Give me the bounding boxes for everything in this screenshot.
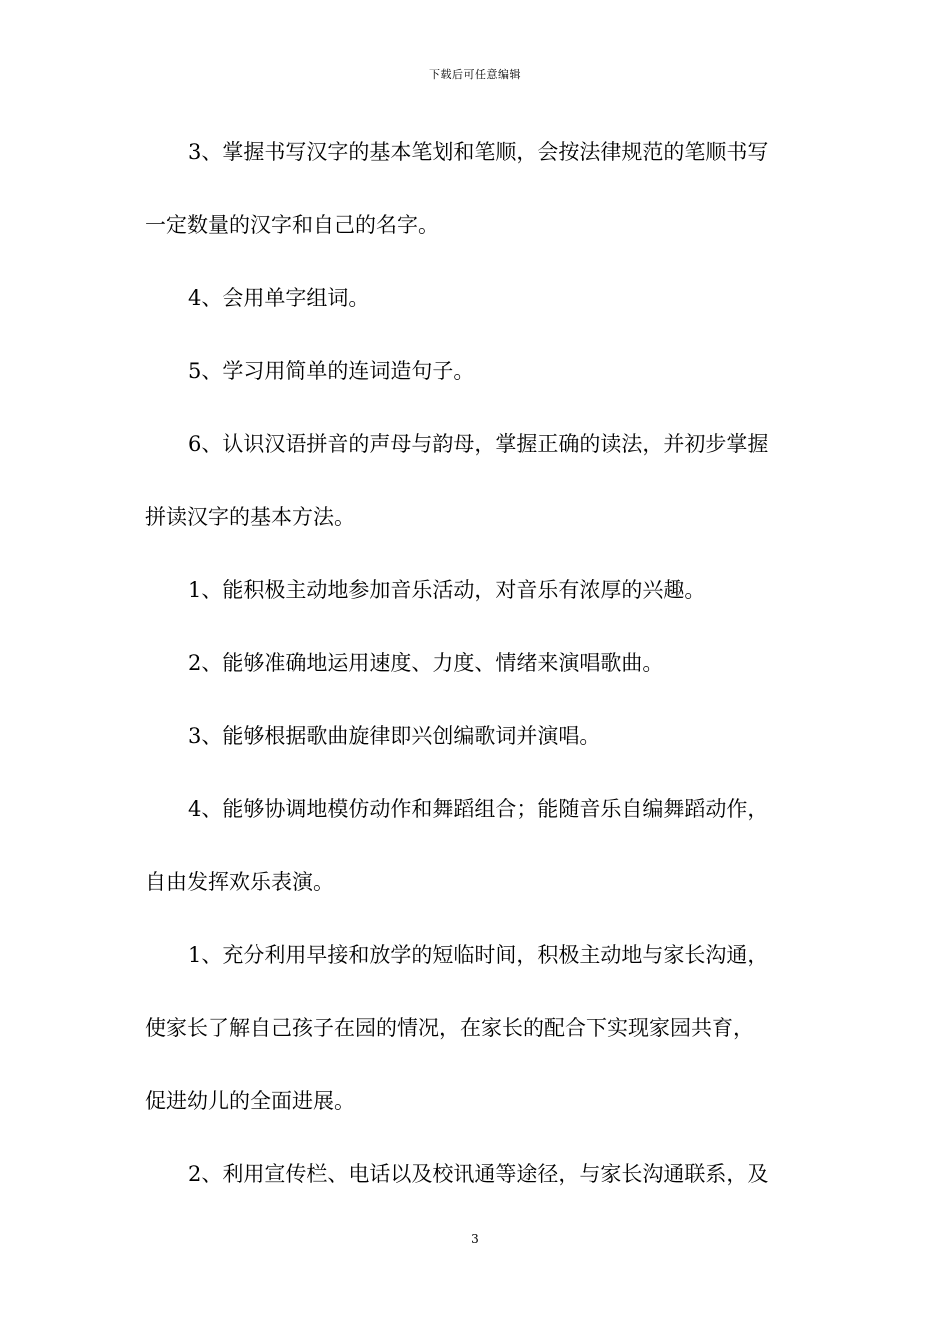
text-line-9: 3、能够根据歌曲旋律即兴创编歌词并演唱。 [188, 724, 601, 748]
text-line-2: 一定数量的汉字和自己的名字。 [145, 213, 439, 237]
text-line-14: 促进幼儿的全面进展。 [145, 1089, 355, 1113]
text-line-12: 1、充分利用早接和放学的短临时间，积极主动地与家长沟通， [188, 943, 769, 967]
text-line-3: 4、会用单字组词。 [188, 286, 370, 310]
text-line-7: 1、能积极主动地参加音乐活动，对音乐有浓厚的兴趣。 [188, 578, 706, 602]
text-line-13: 使家长了解自己孩子在园的情况，在家长的配合下实现家园共育， [145, 1016, 754, 1040]
text-line-15: 2、利用宣传栏、电话以及校讯通等途径，与家长沟通联系，及 [188, 1162, 769, 1186]
text-line-11: 自由发挥欢乐表演。 [145, 870, 334, 894]
body-text [145, 130, 810, 1225]
text-line-1: 3、掌握书写汉字的基本笔划和笔顺，会按法律规范的笔顺书写 [188, 140, 769, 164]
page-number: 3 [471, 1232, 479, 1246]
text-line-5: 6、认识汉语拼音的声母与韵母，掌握正确的读法，并初步掌握 [188, 432, 769, 456]
text-line-4: 5、学习用简单的连词造句子。 [188, 359, 475, 383]
text-line-8: 2、能够准确地运用速度、力度、情绪来演唱歌曲。 [188, 651, 664, 675]
text-line-10: 4、能够协调地模仿动作和舞蹈组合；能随音乐自编舞蹈动作， [188, 797, 769, 821]
page-header: 下载后可任意编辑 [429, 68, 521, 81]
text-line-6: 拼读汉字的基本方法。 [145, 505, 355, 529]
